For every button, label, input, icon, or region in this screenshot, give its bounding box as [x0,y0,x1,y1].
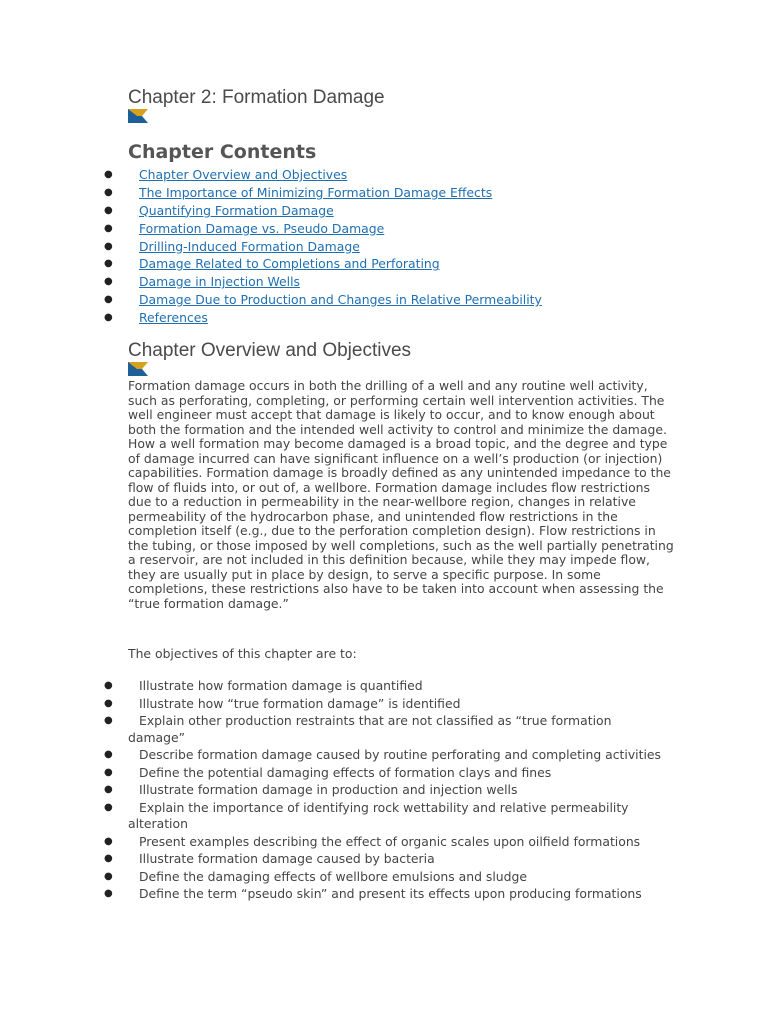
bullet-icon: ● [104,697,113,709]
toc-item [0,238,768,256]
toc-item [0,309,768,327]
objective-item: ● Illustrate how “true formation damage” is identified [104,695,461,711]
toc-item [0,291,768,309]
bullet-icon: ● [104,276,113,288]
bullet-icon: ● [104,680,113,691]
objective-item: ● Explain the importance of identifying rock wettability and relative permeability alteration [104,799,629,831]
overview-heading: Chapter Overview and Objectives [128,340,412,361]
bullet-icon: ● [104,715,113,726]
objective-item: ● Define the damaging effects of wellbore emulsions and sludge [104,868,528,884]
bullet-icon: ● [104,169,113,180]
bullet-icon: ● [104,294,113,306]
bullet-icon: ● [104,888,113,899]
toc-link[interactable]: Drilling-Induced Formation Damage [139,238,360,254]
toc-link[interactable]: Quantifying Formation Damage [139,202,334,218]
objective-item: ● Illustrate formation damage caused by bacteria [104,851,435,866]
objective-item: ● Illustrate how formation damage is quantified [104,678,423,693]
toc-link[interactable]: Damage Related to Completions and Perforating [139,256,440,272]
objectives-intro: The objectives of this chapter are to: [128,646,357,661]
objective-item: ● Illustrate formation damage in production and injection wells [104,782,518,797]
objective-item: ● Define the potential damaging effects of formation clays and fines [104,764,552,780]
bullet-icon: ● [104,749,113,760]
overview-paragraph: Formation damage occurs in both the drilling of a well and any routine well activity, such as perforating, completing, or performing certain well intervention activities. The well engineer must accept that damage is likely to occur, and to know enough about both the formation and the intended well activity to control and minimize the damage. How a well formation may become damaged is a broad topic, and the degree and type of damage incurred can have significant influence on a well’s production (or injection) capabilities. Formation damage is broadly defined as any unintended impedance to the flow of fluids into, or out of, a wellbore. Formation damage includes flow restrictions due to a reduction in permeability in the near-wellbore region, changes in relative permeability of the hydrocarbon phase, and unintended flow restrictions in the completion itself (e.g., due to the perforation completion design). Flow restrictions in the tubing, or those imposed by well completions, such as the well partially penetrating a reservoir, are not included in this definition because, while they may impede flow, they are usually put in place by design, to serve a specific purpose. In some completions, these restrictions also have to be taken into account when assessing the “true formation damage.” [128,378,674,611]
bullet-icon: ● [104,801,113,813]
bullet-icon: ● [104,312,113,324]
objective-item: ● Define the term “pseudo skin” and present its effects upon producing formations [104,886,642,901]
toc-item [0,202,768,220]
bullet-icon: ● [104,853,113,864]
toc-link[interactable]: Damage Due to Production and Changes in Relative Permeability [139,292,542,308]
bullet-icon: ● [104,240,113,252]
toc-link[interactable]: The Importance of Minimizing Formation Damage Effects [139,184,493,200]
toc-item [0,166,768,184]
objective-item: ● Explain other production restraints that are not classified as “true formation damage” [104,713,612,745]
toc-link[interactable]: Damage in Injection Wells [139,274,301,290]
toc-item [0,255,768,273]
toc-link[interactable]: References [139,310,208,326]
bullet-icon: ● [104,258,113,270]
bullet-icon: ● [104,222,113,234]
table-of-contents [0,166,768,327]
objective-item: ● Present examples describing the effect of organic scales upon oilfield formations [104,833,641,849]
flag-icon [128,109,148,123]
toc-item [0,273,768,291]
toc-item [0,220,768,238]
bullet-icon: ● [104,870,113,882]
flag-icon [128,362,148,376]
chapter-title: Chapter 2: Formation Damage [128,87,385,108]
bullet-icon: ● [104,784,113,795]
toc-item [0,184,768,202]
toc-link[interactable]: Chapter Overview and Objectives [139,167,348,182]
bullet-icon: ● [104,204,113,216]
bullet-icon: ● [104,766,113,778]
objective-item: ● Describe formation damage caused by routine perforating and completing activities [104,747,661,762]
contents-heading: Chapter Contents [128,141,317,163]
bullet-icon: ● [104,186,113,198]
objectives-list [0,678,768,904]
toc-link[interactable]: Formation Damage vs. Pseudo Damage [139,220,385,236]
bullet-icon: ● [104,835,113,847]
